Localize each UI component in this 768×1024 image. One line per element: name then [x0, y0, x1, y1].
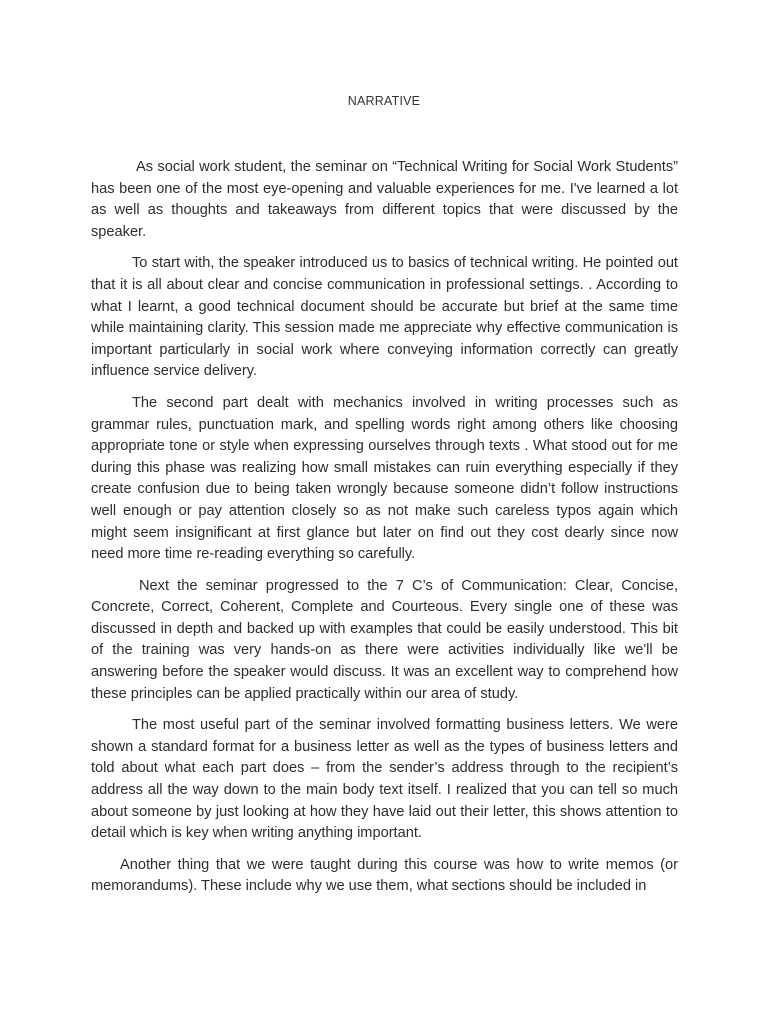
paragraph-technical-writing-basics: To start with, the speaker introduced us to basics of technical writing. He pointed out that it is all about clear and concise communication in professional settings. . According to what I learnt, a good technical document should be accurate but brief at the same time while maintaining clarity. This session made me appreciate why effective communication is important particularly in social work where conveying information correctly can greatly influence service delivery.: [91, 255, 678, 380]
paragraph-seven-cs: Next the seminar progressed to the 7 C’s of Communication: Clear, Concise, Concrete, Correct, Coherent, Complete and Courteous. Every single one of these was discussed in depth and backed up with examples that could be easily understood. This bit of the training was very hands-on as there were activities individually like we'll be answering before the speaker would discuss. It was an excellent way to comprehend how these principles can be applied practically within our area of study.: [91, 577, 678, 702]
document-body: [91, 157, 678, 908]
document-title: NARRATIVE: [347, 94, 421, 108]
paragraph-intro: As social work student, the seminar on “Technical Writing for Social Work Students” has been one of the most eye-opening and valuable experiences for me. I've learned a lot as well as thoughts and takeaways from different topics that were discussed by the speaker.: [91, 159, 678, 240]
paragraph-writing-mechanics: The second part dealt with mechanics involved in writing processes such as grammar rules, punctuation mark, and spelling words right among others like choosing appropriate tone or style when expressing ourselves through texts . What stood out for me during this phase was realizing how small mistakes can ruin everything especially if they create confusion due to being taken wrongly because someone didn’t follow instructions well enough or pay attention closely so as not make such careless typos again which might seem insignificant at first glance but later on find out they cost dearly since now need more time re-reading everything so carefully.: [91, 394, 678, 563]
paragraph-memos: Another thing that we were taught during this course was how to write memos (or memorandums). These include why we use them, what sections should be included in: [91, 856, 678, 895]
paragraph-business-letters: The most useful part of the seminar involved formatting business letters. We were shown a standard format for a business letter as well as the types of business letters and told about what each part does – from the sender’s address through to the recipient’s address all the way down to the main body text itself. I realized that you can tell so much about someone by just looking at how they have laid out their letter, this shows attention to detail which is key when writing anything important.: [91, 717, 678, 842]
